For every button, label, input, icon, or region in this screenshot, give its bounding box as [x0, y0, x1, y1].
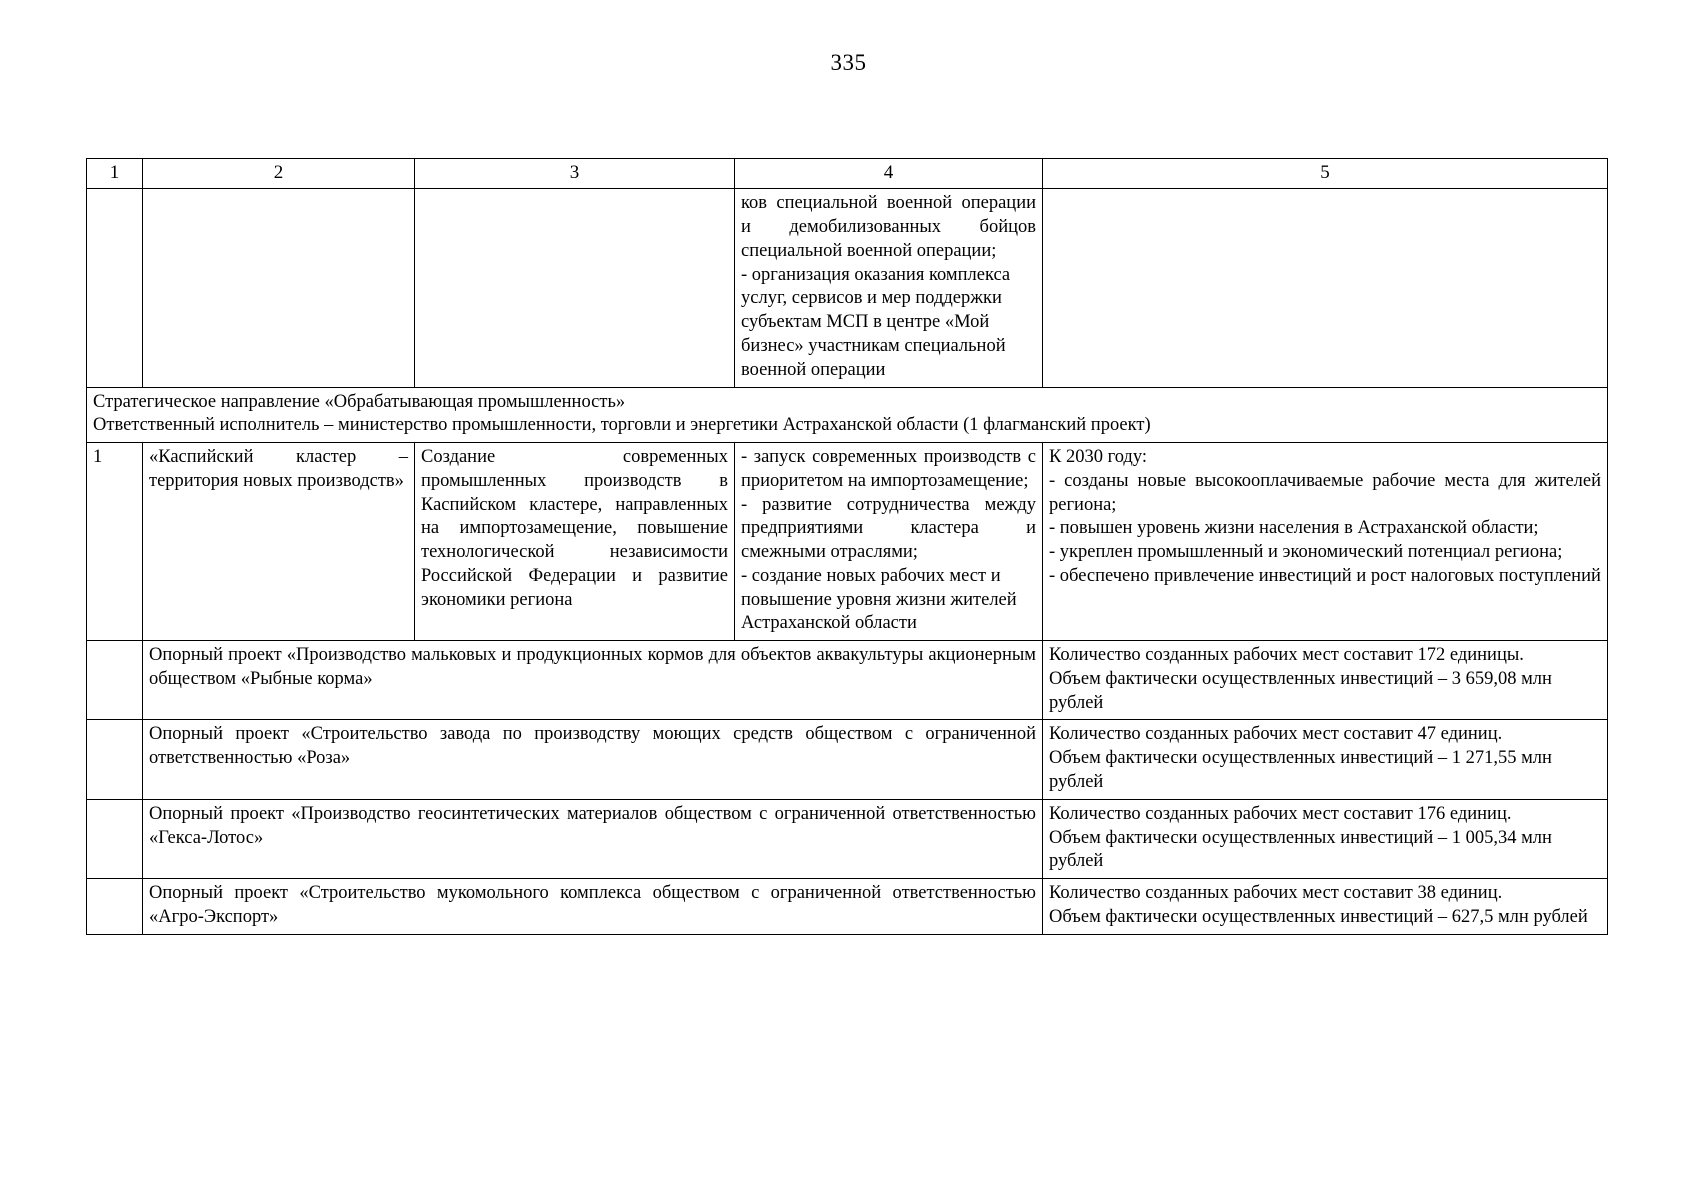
row-description: Создание современных промышленных производств в Каспийском кластере, направленных на импортозамещение, повышение технологической независимости Российской Федерации и развитие экономики региона: [415, 443, 735, 641]
column-header-3: 3: [415, 159, 735, 189]
result-paragraph: Количество созданных рабочих мест составит 176 единиц.: [1049, 803, 1512, 824]
row-description: [415, 189, 735, 387]
table-row: [87, 879, 1608, 935]
result-paragraph: Объем фактически осуществленных инвестиций – 1 271,55 млн рублей: [1049, 748, 1552, 793]
support-project-name: Опорный проект «Строительство завода по производству моющих средств обществом с ограниченной ответственностью «Роза»: [143, 720, 1043, 799]
column-header-1: 1: [87, 159, 143, 189]
row-results: [1043, 443, 1608, 641]
result-paragraph: - созданы новые высокооплачиваемые рабочие места для жителей региона;: [1049, 470, 1601, 515]
column-header-4: 4: [735, 159, 1043, 189]
table-row: [87, 443, 1608, 641]
section-responsible: Ответственный исполнитель – министерство промышленности, торговли и энергетики Астраханской области (1 флагманский проект): [93, 415, 1151, 436]
task-paragraph: - организация оказания комплекса услуг, сервисов и мер поддержки субъектам МСП в центре «Мой бизнес» участникам специальной военной операции: [741, 264, 1011, 380]
row-tasks: [735, 189, 1043, 387]
result-paragraph: Количество созданных рабочих мест составит 172 единицы.: [1049, 645, 1524, 666]
row-number-empty: [87, 799, 143, 878]
table-row: [87, 189, 1608, 387]
task-paragraph: - создание новых рабочих мест и повышение уровня жизни жителей Астраханской области: [741, 565, 1017, 634]
row-number: 1: [87, 443, 143, 641]
task-paragraph: - запуск современных производств с приоритетом на импортозамещение;: [741, 447, 1036, 491]
page-number: 335: [830, 50, 867, 75]
result-paragraph: Количество созданных рабочих мест составит 38 единиц.: [1049, 883, 1503, 904]
task-paragraph: ков специальной военной операции и демобилизованных бойцов специальной военной операции;: [741, 193, 1036, 261]
row-number-empty: [87, 720, 143, 799]
support-project-results: [1043, 799, 1608, 878]
result-paragraph: - укреплен промышленный и экономический потенциал региона;: [1049, 542, 1563, 563]
strategic-directions-table: [86, 158, 1608, 935]
table-row: [87, 720, 1608, 799]
task-paragraph: - развитие сотрудничества между предприятиями кластера и смежными отраслями;: [741, 494, 1036, 563]
support-project-results: [1043, 720, 1608, 799]
table-container: [86, 158, 1607, 935]
support-project-results: [1043, 641, 1608, 720]
support-project-name: Опорный проект «Строительство мукомольного комплекса обществом с ограниченной ответственностью «Агро-Экспорт»: [143, 879, 1043, 935]
result-paragraph: Количество созданных рабочих мест составит 47 единиц.: [1049, 724, 1503, 745]
table-row: [87, 641, 1608, 720]
section-title: Стратегическое направление «Обрабатывающая промышленность»: [93, 391, 626, 412]
row-number-empty: [87, 641, 143, 720]
row-results: [1043, 189, 1608, 387]
row-number-empty: [87, 879, 143, 935]
column-header-5: 5: [1043, 159, 1608, 189]
support-project-name: Опорный проект «Производство геосинтетических материалов обществом с ограниченной ответственностью «Гекса-Лотос»: [143, 799, 1043, 878]
table-row-section: [87, 387, 1608, 443]
row-tasks: [735, 443, 1043, 641]
section-header-cell: [87, 387, 1608, 443]
column-header-2: 2: [143, 159, 415, 189]
result-paragraph: - обеспечено привлечение инвестиций и рост налоговых поступлений: [1049, 565, 1601, 586]
support-project-results: [1043, 879, 1608, 935]
result-paragraph: Объем фактически осуществленных инвестиций – 1 005,34 млн рублей: [1049, 827, 1552, 872]
table-header-row: [87, 159, 1608, 189]
row-project-name: «Каспийский кластер – территория новых производств»: [143, 443, 415, 641]
table-row: [87, 799, 1608, 878]
result-paragraph: - повышен уровень жизни населения в Астраханской области;: [1049, 518, 1539, 539]
row-number: [87, 189, 143, 387]
support-project-name: Опорный проект «Производство мальковых и продукционных кормов для объектов аквакультуры акционерным обществом «Рыбные корма»: [143, 641, 1043, 720]
result-paragraph: К 2030 году:: [1049, 447, 1147, 468]
result-paragraph: Объем фактически осуществленных инвестиций – 627,5 млн рублей: [1049, 906, 1588, 927]
result-paragraph: Объем фактически осуществленных инвестиций – 3 659,08 млн рублей: [1049, 668, 1552, 713]
row-project-name: [143, 189, 415, 387]
